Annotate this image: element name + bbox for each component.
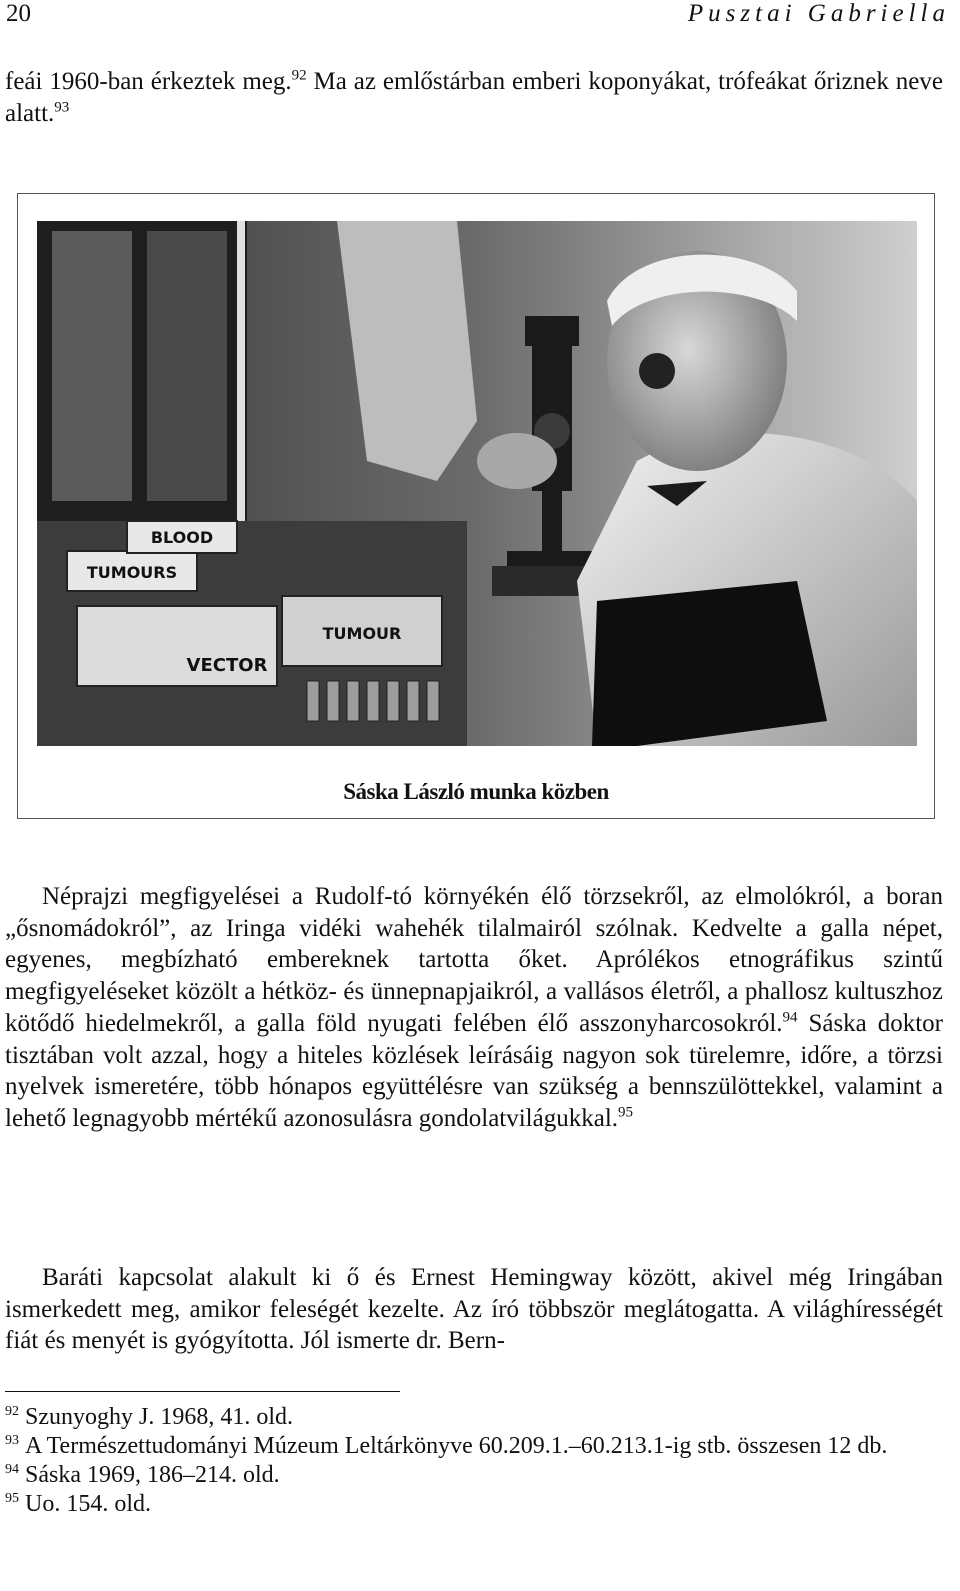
vector-label: VECTOR [186, 655, 268, 676]
footnote-ref-94[interactable]: 94 [782, 1009, 798, 1026]
footnote-93 [5, 1432, 943, 1461]
footnote-number: 93 [5, 1433, 19, 1448]
page-number: 20 [6, 0, 31, 27]
body-paragraph-2: Baráti kapcsolat alakult ki ő és Ernest Hemingway között, akivel még Iringában ismerkedett meg, amikor feleségét kezelte. Az író többször meglátogatta. A világhírességét fiát és menyét is gyógyította. Jól ismerte dr. Bern- [5, 1264, 943, 1355]
tumour-label: TUMOUR [322, 624, 402, 643]
intro-text-a: feái 1960-ban érkeztek meg. [5, 68, 292, 95]
footnote-text: Sáska 1969, 186–214. old. [25, 1462, 280, 1488]
footnote-text: Szunyoghy J. 1968, 41. old. [25, 1404, 294, 1430]
intro-paragraph [5, 66, 943, 129]
footnote-ref-92[interactable]: 92 [291, 67, 307, 84]
body-text-1a: Néprajzi megfigyelései a Rudolf-tó környékén élő törzsekről, az elmolókról, a boran „ősnomádokról”, az Iringa vidéki wahehék tilalmairól szólnak. Kedvelte a galla népet, egyenes, megbízható embereknek tartotta őket. Aprólékos etnográfikus szintű megfigyeléseket közölt a hétköz- és ünnepnapjaikról, a vallásos életről, a phallosz kultuszhoz kötődő hiedelmekről, a galla föld nyugati felében élő asszonyharcosokról. [5, 883, 943, 1037]
vials [307, 681, 439, 721]
figure [17, 193, 935, 819]
photo-scientist-at-microscope [37, 221, 917, 746]
footnote-95 [5, 1490, 943, 1519]
photo-illustration [37, 221, 917, 746]
figure-caption: Sáska László munka közben [343, 779, 609, 804]
footnote-94 [5, 1461, 943, 1490]
body-paragraph-1 [5, 881, 943, 1135]
footnote-ref-93[interactable]: 93 [54, 99, 70, 116]
tumours-label: TUMOURS [86, 563, 178, 582]
footnote-number: 92 [5, 1404, 19, 1419]
footnote-number: 94 [5, 1462, 19, 1477]
footnotes [5, 1403, 943, 1519]
footnote-text: A Természettudományi Múzeum Leltárkönyve 60.209.1.–60.213.1-ig stb. összesen 12 db. [25, 1433, 888, 1459]
footnote-separator [5, 1391, 400, 1392]
footnote-92 [5, 1403, 943, 1432]
footnote-text: Uo. 154. old. [25, 1491, 151, 1517]
body-text-1b: Sáska doktor tisztában volt azzal, hogy a hiteles közlések leírásáig nagyon sok türelemre, időre, a törzsi nyelvek ismeretére, több hónapos együttélésre van szükség a bennszülöttekkel, valamint a lehető legnagyobb mértékű azonosulásra gondolatvilágukkal. [5, 1009, 943, 1132]
running-head: Pusztai Gabriella [687, 0, 950, 27]
footnote-number: 95 [5, 1491, 19, 1506]
blood-label: BLOOD [150, 528, 214, 547]
footnote-ref-95[interactable]: 95 [618, 1104, 634, 1121]
intro-text-b: Ma az emlőstárban emberi koponyákat, trófeákat őriznek neve alatt. [5, 68, 943, 127]
